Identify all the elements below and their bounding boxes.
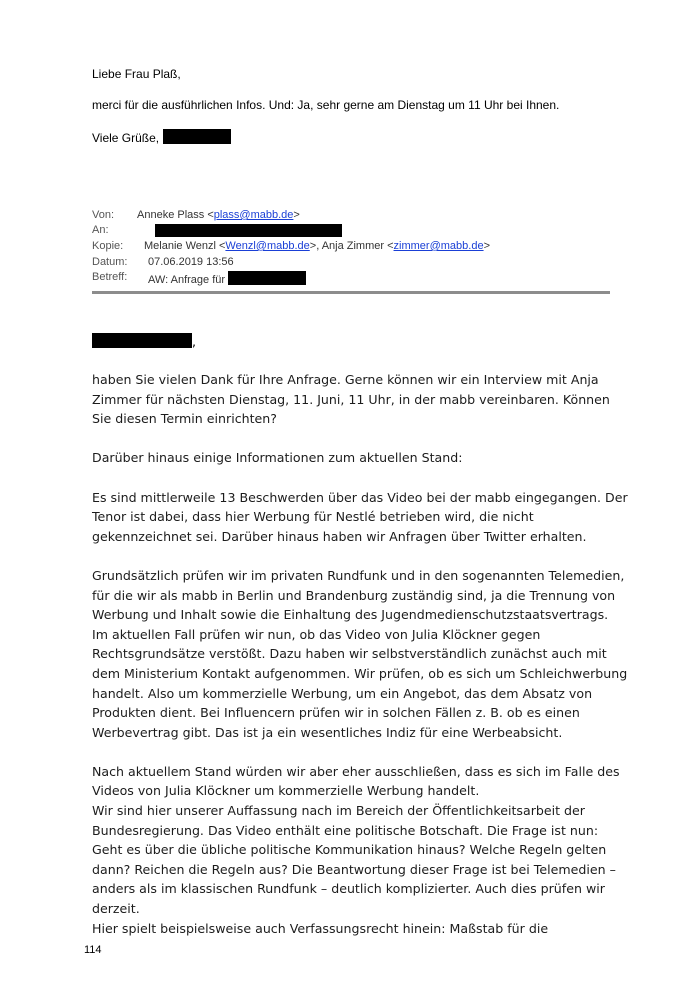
from-label: Von: <box>92 209 115 221</box>
from-name: Anneke Plass < <box>137 209 214 221</box>
cc-name1: Melanie Wenzl < <box>144 240 226 252</box>
cc-value <box>144 240 490 253</box>
to-label: An: <box>92 224 109 236</box>
salutation-suffix: , <box>192 334 197 349</box>
redacted-salutation-name <box>92 333 192 348</box>
subject-value <box>148 271 306 287</box>
date-value: 07.06.2019 13:56 <box>148 256 234 268</box>
from-email-link[interactable]: plass@mabb.de <box>213 209 294 221</box>
reply-closing-text: Viele Grüße, <box>92 131 160 145</box>
redacted-recipient <box>155 224 342 237</box>
letter-body <box>92 370 632 938</box>
paragraph-3: Es sind mittlerweile 13 Beschwerden über das Video bei der mabb eingegangen. Der Tenor ist dabei, dass hier Werbung für Nestlé betrieben wird, die nicht gekennzeichnet sei. Darüber hinaus haben wir Anfragen über Twitter erhalten. <box>92 489 628 544</box>
paragraph-8: Hier spielt beispielsweise auch Verfassungsrecht hinein: Maßstab für die <box>92 920 549 936</box>
header-subject <box>92 271 612 286</box>
reply-closing <box>92 129 231 145</box>
paragraph-5: Im aktuellen Fall prüfen wir nun, ob das Video von Julia Klöckner gegen Rechtsgrundsätze verstößt. Dazu haben wir selbstverständlich zunächst auch mit dem Ministerium Kontakt aufgenommen. Wir prüfen, ob es sich um Schleichwerbung handelt. Also um kommerzielle Werbung, um ein Angebot, das dem Absatz von Produkten dient. Bei Influencern prüfen wir in solchen Fällen z. B. ob es einen Werbevertrag gibt. Das ist ja ein wesentliches Indiz für eine Werbeabsicht. <box>92 626 628 740</box>
header-cc <box>92 240 612 253</box>
paragraph-7: Wir sind hier unserer Auffassung nach im Bereich der Öffentlichkeitsarbeit der Bundesregierung. Das Video enthält eine politische Botschaft. Die Frage ist nun: Geht es über die übliche politische Kommunikation hinaus? Welche Regeln gelten dann? Reichen die Regeln aus? Die Beantwortung dieser Frage ist bei Telemedien – anders als im klassischen Rundfunk – deutlich komplizierter. Auch dies prüfen wir derzeit. <box>92 803 616 917</box>
page-number: 114 <box>84 944 102 956</box>
subject-text: AW: Anfrage für <box>148 274 226 286</box>
paragraph-1: haben Sie vielen Dank für Ihre Anfrage. Gerne können wir ein Interview mit Anja Zimmer für nächsten Dienstag, 11. Juni, 11 Uhr, in der mabb vereinbaren. Können Sie diesen Termin einrichten? <box>92 372 610 427</box>
date-label: Datum: <box>92 256 128 268</box>
redacted-subject <box>228 271 306 285</box>
reply-line: merci für die ausführlichen Infos. Und: Ja, sehr gerne am Dienstag um 11 Uhr bei Ihnen. <box>92 98 560 112</box>
redacted-signature <box>163 129 231 144</box>
cc-email2-link[interactable]: zimmer@mabb.de <box>393 240 484 252</box>
cc-email1-link[interactable]: Wenzl@mabb.de <box>225 240 310 252</box>
paragraph-4: Grundsätzlich prüfen wir im privaten Rundfunk und in den sogenannten Telemedien, für die wir als mabb in Berlin und Brandenburg zuständig sind, ja die Trennung von Werbung und Inhalt sowie die Einhaltung des Jugendmedienschutzstaatsvertrags. <box>92 567 625 623</box>
header-from <box>92 209 612 222</box>
from-value <box>137 209 300 222</box>
subject-label: Betreff: <box>92 271 128 283</box>
letter-salutation <box>92 333 196 349</box>
paragraph-2: Darüber hinaus einige Informationen zum aktuellen Stand: <box>92 450 463 466</box>
paragraph-6: Nach aktuellem Stand würden wir aber eher ausschließen, dass es sich im Falle des Videos von Julia Klöckner um kommerzielle Werbung handelt. <box>92 763 620 799</box>
reply-greeting: Liebe Frau Plaß, <box>92 67 181 81</box>
cc-label: Kopie: <box>92 240 124 252</box>
header-divider <box>92 291 610 294</box>
header-to <box>92 224 612 237</box>
from-end: > <box>293 209 300 221</box>
cc-mid: >, Anja Zimmer < <box>309 240 394 252</box>
email-header <box>92 209 612 289</box>
cc-end: > <box>483 240 490 252</box>
header-date <box>92 256 612 269</box>
